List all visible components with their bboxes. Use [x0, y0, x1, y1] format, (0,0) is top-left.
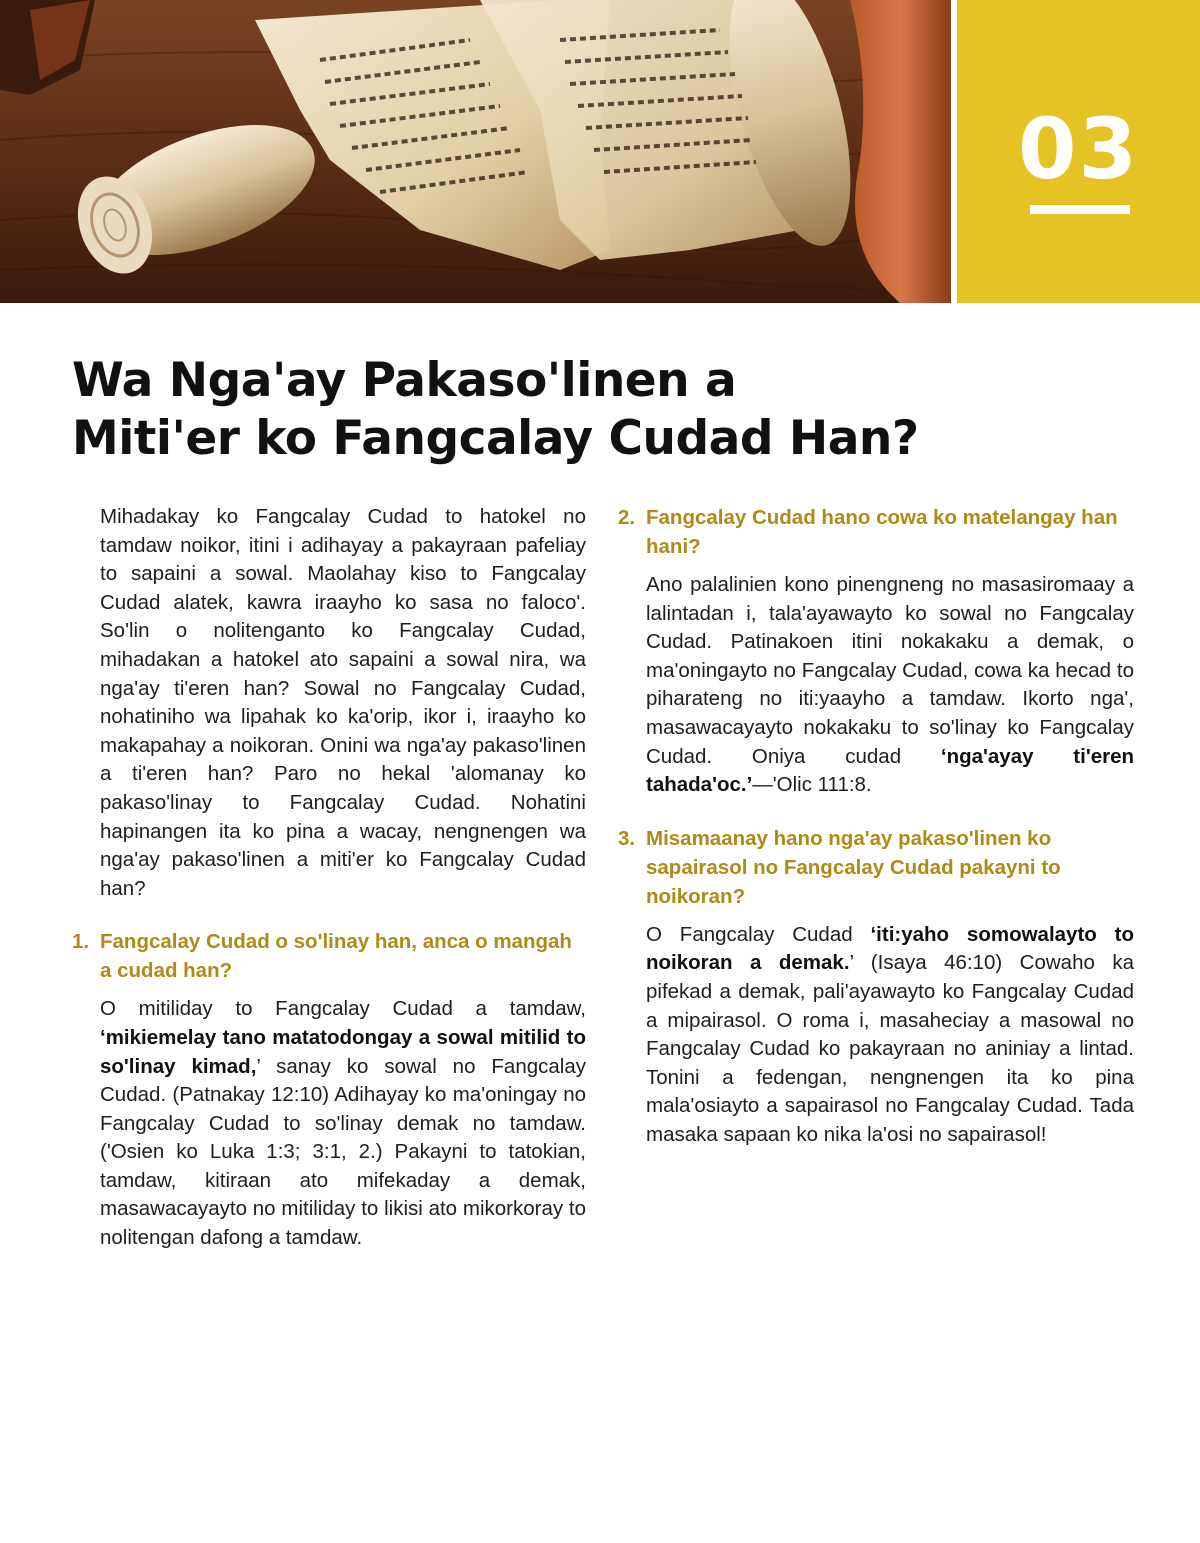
answer-text: O Fangcalay Cudad [646, 922, 871, 946]
answer-text: Ano palalinien kono pinengneng no masasiromaay a lalintadan i, tala'ayawayto ko sowal no Fangcalay Cudad. Patinakoen itini nokakaku a demak, o ma'oningayto no Fangcalay Cudad, cowa ka hecad to piharateng no iti:yaayho a tamdaw. Ikorto nga', masawacayayto nokakaku to so'linay ko Fangcalay Cudad. Oniya cudad [646, 573, 1134, 768]
chapter-badge [957, 0, 1200, 303]
scripture-quote: ‘nga'ayay ti'eren tahada'oc.’ [646, 744, 1134, 797]
intro-paragraph: Mihadakay ko Fangcalay Cudad to hatokel no tamdaw noikor, itini i adihayay a pakayraan pafeliay to sapaini a sowal. Maolahay kiso to Fangcalay Cudad alatek, kawra iraayho ko sasa no faloco'. So'lin o nolitenganto ko Fangcalay Cudad, mihadakan a hatokel ato sapaini a sowal nira, wa nga'ay ti'eren han? Sowal no Fangcalay Cudad, nohatiniho wa lipahak ko ka'orip, ikor i, iraayho ko makapahay a noikoran. Onini wa nga'ay pakaso'linen a ti'eren han? Paro no hekal 'alomanay ko pakaso'linay to Fangcalay Cudad. Nohatini hapinangen ita ko pina a wacay, nengnengen wa nga'ay pakaso'linen a miti'er ko Fangcalay Cudad han? [100, 505, 586, 900]
left-column [72, 503, 586, 1253]
title-line-2: Miti'er ko Fangcalay Cudad Han? [72, 411, 919, 466]
page-title [72, 352, 1072, 468]
scripture-quote: ‘iti:yaho somowalayto to noikoran a demak. [646, 922, 1134, 975]
question-text: Fangcalay Cudad hano cowa ko matelangay han hani? [646, 506, 1118, 558]
answer-text: O mitiliday to Fangcalay Cudad a tamdaw, [100, 997, 586, 1021]
question-text: Misamaanay hano nga'ay pakaso'linen ko sapairasol no Fangcalay Cudad pakayni to noikoran? [646, 826, 1061, 908]
question-text: Fangcalay Cudad o so'linay han, anca o mangah a cudad han? [100, 930, 572, 983]
scripture-quote: ‘mikiemelay tano matatodongay a sowal mitilid to so'linay kimad, [100, 1025, 586, 1078]
right-column [618, 503, 1134, 1150]
question-number: 2. [618, 506, 636, 529]
answer-3 [618, 921, 1134, 1150]
chapter-number: 03 [1018, 100, 1139, 198]
answer-2 [618, 571, 1134, 800]
scrolls-illustration [0, 0, 951, 303]
chapter-rule [1030, 205, 1130, 214]
question-3 [618, 824, 1134, 911]
answer-text: ’ (Isaya 46:10) Cowaho ka pifekad a demak, pali'ayawayto ko Fangcalay Cudad a mipairasol. O roma i, masaheciay a masowal no Fangcalay Cudad ko pakayraan no aniniay a lintad. Tonini a fedengan, nengnengen ita ko pina mala'osiayto a sapairasol no Fangcalay Cudad. Tada masaka sapaan ko nika la'osi no sapairasol! [646, 951, 1134, 1146]
question-number: 1. [72, 930, 90, 954]
answer-text: —'Olic 111:8. [752, 773, 872, 797]
question-number: 3. [618, 826, 636, 850]
question-2 [618, 503, 1134, 561]
answer-1 [72, 995, 586, 1252]
question-1 [72, 927, 586, 985]
answer-text: ’ sanay ko sowal no Fangcalay Cudad. (Patnakay 12:10) Adihayay ko ma'oningay no Fangcalay Cudad to so'linay demak no tamdaw. ('Osien ko Luka 1:3; 3:1, 2.) Pakayni to tatokian, tamdaw, kitiraan ato mifekaday a demak, masawacayayto no mitiliday to likisi ato mikorkoray to nolitengan dafong a tamdaw. [100, 1054, 586, 1250]
title-line-1: Wa Nga'ay Pakaso'linen a [72, 353, 737, 408]
header-image [0, 0, 951, 303]
